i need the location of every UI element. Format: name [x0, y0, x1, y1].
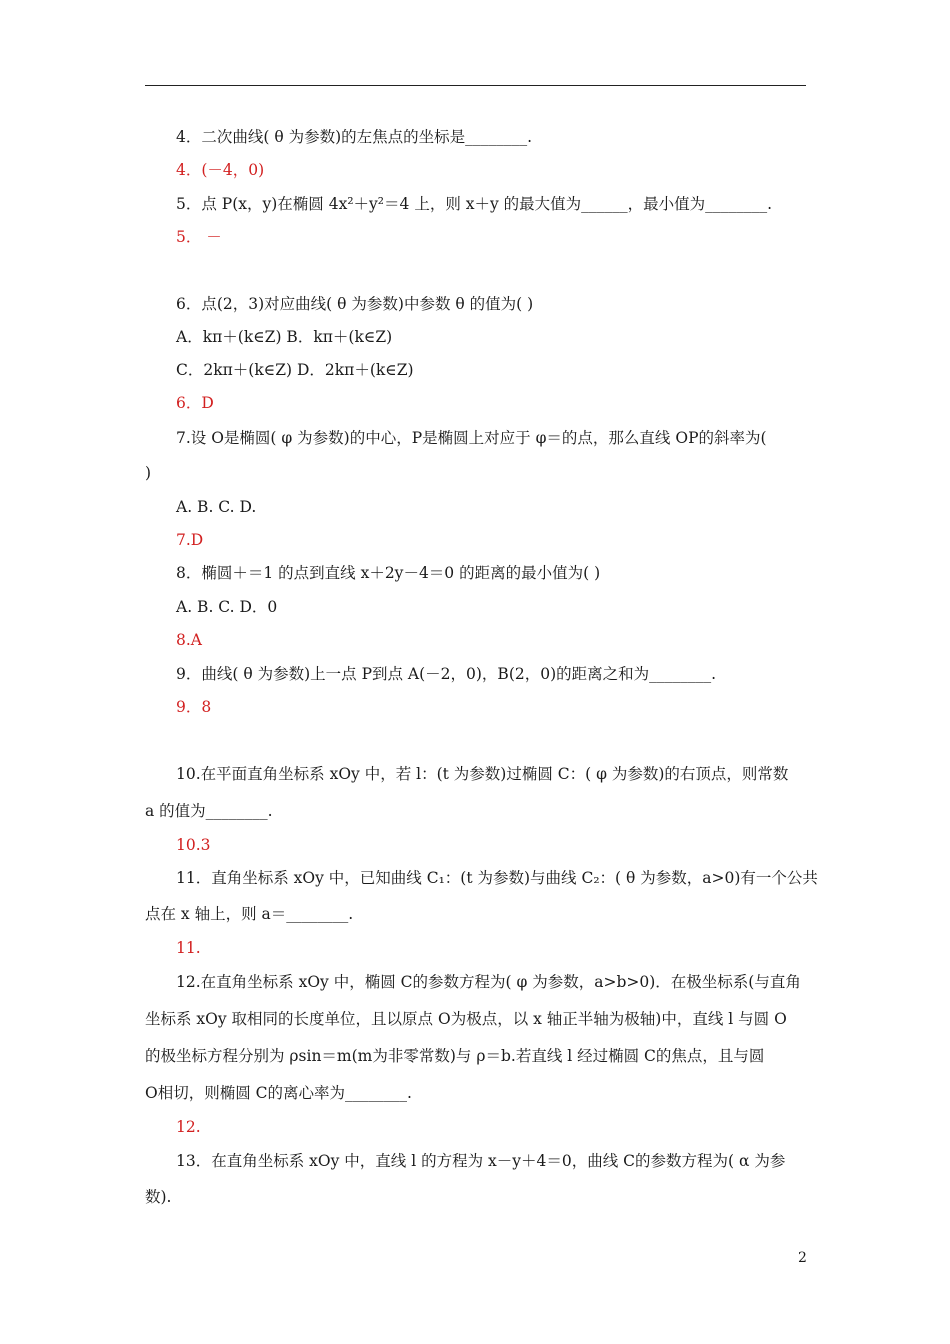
question-9: 9．曲线( θ 为参数)上一点 P到点 A(－2，0)，B(2，0)的距离之和为________.	[176, 665, 717, 683]
page-number: 2	[798, 1250, 807, 1266]
question-13-continued: 数).	[145, 1188, 172, 1206]
answer-8: 8.A	[176, 631, 202, 649]
header-rule	[145, 85, 806, 86]
question-7: 7.设 O是椭圆( φ 为参数)的中心，P是椭圆上对应于 φ＝的点，那么直线 OP的斜率为(	[176, 429, 767, 447]
question-11-continued: 点在 x 轴上，则 a＝________.	[145, 905, 354, 923]
question-6-options-cd: C．2kπ＋(k∈Z) D．2kπ＋(k∈Z)	[176, 361, 414, 379]
answer-7: 7.D	[176, 531, 204, 549]
answer-5: 5． －	[176, 228, 222, 246]
question-5: 5．点 P(x，y)在椭圆 4x²＋y²＝4 上，则 x＋y 的最大值为______，最小值为________.	[176, 195, 773, 213]
answer-12: 12.	[176, 1118, 201, 1136]
answer-6: 6．D	[176, 394, 214, 412]
question-7-options: A. B. C. D.	[176, 498, 257, 516]
question-11: 11．直角坐标系 xOy 中，已知曲线 C₁：(t 为参数)与曲线 C₂：( θ 为参数，a>0)有一个公共	[176, 869, 818, 887]
question-12-line-3: 的极坐标方程分别为 ρsin＝m(m为非零常数)与 ρ＝b.若直线 l 经过椭圆 C的焦点，且与圆	[145, 1047, 765, 1065]
answer-11: 11.	[176, 939, 201, 957]
question-7-continued: )	[145, 464, 152, 482]
question-12-line-4: O相切，则椭圆 C的离心率为________.	[145, 1084, 412, 1102]
question-8: 8．椭圆＋＝1 的点到直线 x＋2y－4＝0 的距离的最小值为( )	[176, 564, 601, 582]
answer-9: 9．8	[176, 698, 212, 716]
question-8-options: A. B. C. D．0	[176, 598, 278, 616]
question-12: 12.在直角坐标系 xOy 中，椭圆 C的参数方程为( φ 为参数，a>b>0)．在极坐标系(与直角	[176, 973, 801, 991]
question-10-continued: a 的值为________.	[145, 802, 273, 820]
question-12-line-2: 坐标系 xOy 取相同的长度单位，且以原点 O为极点，以 x 轴正半轴为极轴)中，直线 l 与圆 O	[145, 1010, 787, 1028]
answer-4: 4．(－4，0)	[176, 161, 265, 179]
question-4: 4．二次曲线( θ 为参数)的左焦点的坐标是________.	[176, 128, 533, 146]
question-6-options-ab: A．kπ＋(k∈Z) B．kπ＋(k∈Z)	[176, 328, 393, 346]
question-13: 13．在直角坐标系 xOy 中，直线 l 的方程为 x－y＋4＝0，曲线 C的参数方程为( α 为参	[176, 1152, 786, 1170]
answer-10: 10.3	[176, 836, 211, 854]
question-6: 6．点(2，3)对应曲线( θ 为参数)中参数 θ 的值为( )	[176, 295, 534, 313]
question-10: 10.在平面直角坐标系 xOy 中，若 l：(t 为参数)过椭圆 C：( φ 为参数)的右顶点，则常数	[176, 765, 789, 783]
